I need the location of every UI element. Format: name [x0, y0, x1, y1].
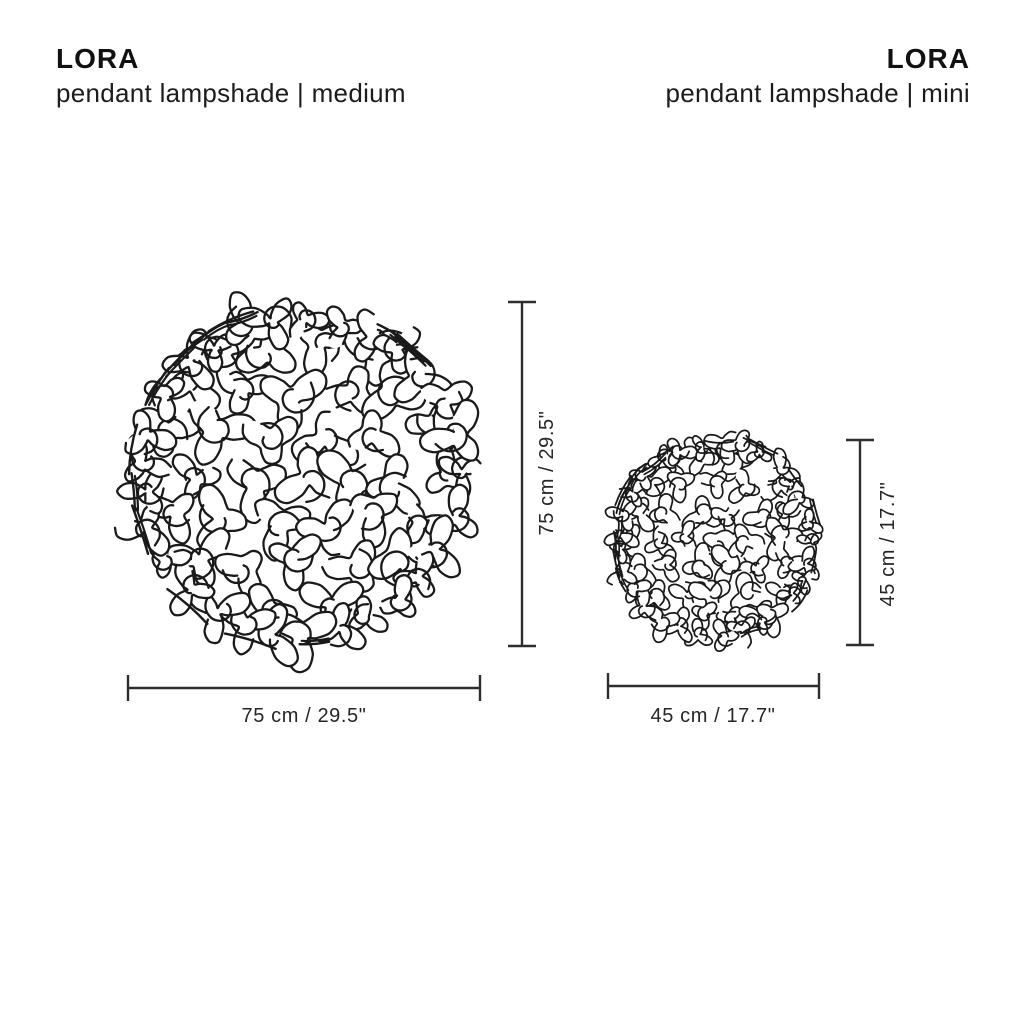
mini-height-dimension-line	[846, 440, 874, 645]
brand-name-medium: LORA	[56, 43, 140, 74]
mini-width-dimension-line	[608, 673, 819, 699]
mini-height-dimension-label: 45 cm / 17.7"	[877, 481, 899, 607]
medium-width-dimension-label: 75 cm / 29.5"	[241, 705, 367, 727]
brand-name-mini: LORA	[886, 43, 970, 74]
product-subtitle-mini: pendant lampshade | mini	[665, 78, 970, 109]
lampshade-medium-illustration	[112, 288, 492, 678]
wire-rim-strand	[813, 500, 820, 525]
medium-height-dimension-line	[508, 302, 536, 646]
lampshade-mini-illustration	[602, 422, 824, 656]
medium-width-dimension-line	[128, 675, 480, 701]
product-subtitle-medium: pendant lampshade | medium	[56, 78, 406, 109]
medium-height-dimension-label: 75 cm / 29.5"	[536, 410, 558, 536]
mini-width-dimension-label: 45 cm / 17.7"	[650, 705, 776, 727]
